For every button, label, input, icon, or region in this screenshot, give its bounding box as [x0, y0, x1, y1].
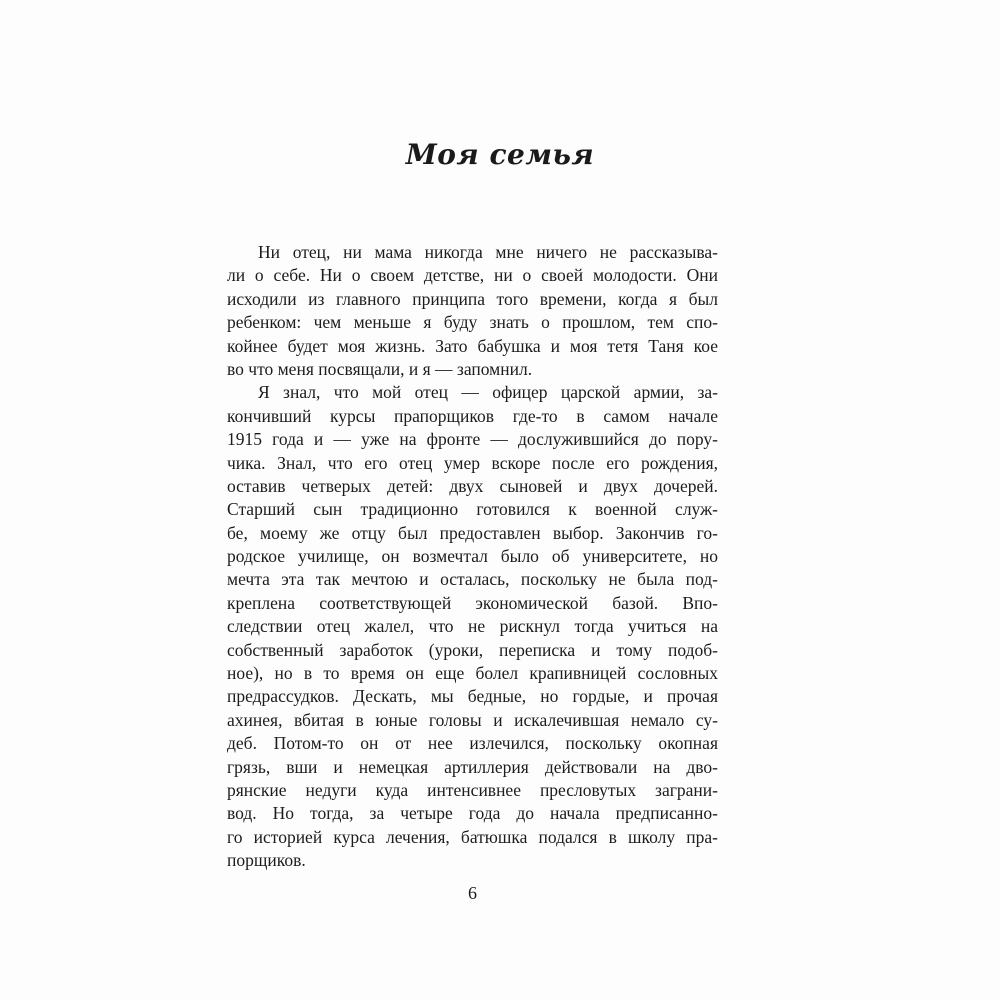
text-line: чика. Знал, что его отец умер вскоре после его рождения, [227, 452, 718, 473]
text-line: ребенком: чем меньше я буду знать о прошлом, тем спо- [227, 312, 718, 333]
text-line: следствии отец жалел, что не рискнул тогда учиться на [227, 616, 718, 637]
text-line: предрассудков. Дескать, мы бедные, но гордые, и прочая [227, 686, 718, 707]
text-line: кончивший курсы прапорщиков где-то в самом начале [227, 405, 718, 426]
text-line: деб. Потом-то он от нее излечился, поскольку окопная [227, 733, 718, 754]
text-line: Старший сын традиционно готовился к военной служ- [227, 499, 718, 520]
paragraph-1 [227, 241, 718, 381]
chapter-title: Моя семья [405, 138, 595, 171]
text-line: креплена соответствующей экономической базой. Впо- [227, 592, 718, 613]
text-line: Ни отец, ни мама никогда мне ничего не рассказыва- [258, 242, 718, 262]
text-line: вод. Но тогда, за четыре года до начала предписанно- [227, 803, 718, 824]
text-line: мечта эта так мечтою и осталась, поскольку не была под- [227, 569, 718, 590]
text-line: ахинея, вбитая в юные головы и искалечившая немало су- [227, 709, 718, 730]
text-line: койнее будет моя жизнь. Зато бабушка и моя тетя Таня кое [227, 335, 718, 356]
text-line: грязь, вши и немецкая артиллерия действовали на дво- [227, 756, 718, 777]
text-line: во что меня посвящали, и я — запомнил. [227, 358, 533, 379]
text-line: 1915 года и — уже на фронте — дослужившийся до пору- [227, 429, 718, 450]
text-line: рянские недуги куда интенсивнее пресловутых заграни- [227, 779, 718, 800]
text-line: исходили из главного принципа того времени, когда я был [227, 288, 718, 309]
page-number: 6 [468, 883, 477, 903]
text-line: бе, моему же отцу был предоставлен выбор. Закончив го- [227, 522, 718, 543]
text-line: порщиков. [227, 850, 306, 871]
text-line: го историей курса лечения, батюшка подался в школу пра- [227, 826, 718, 847]
paragraph-2 [227, 381, 718, 872]
text-line: ное), но в то время он еще болел крапивницей сословных [227, 663, 718, 684]
text-line: Я знал, что мой отец — офицер царской армии, за- [258, 382, 718, 403]
text-line: оставив четверых детей: двух сыновей и двух дочерей. [227, 475, 718, 496]
text-line: ли о себе. Ни о своем детстве, ни о своей молодости. Они [227, 265, 718, 286]
text-line: собственный заработок (уроки, переписка и тому подоб- [227, 639, 718, 660]
body-text [227, 241, 718, 873]
text-line: родское училище, он возмечтал было об университете, но [227, 546, 718, 567]
